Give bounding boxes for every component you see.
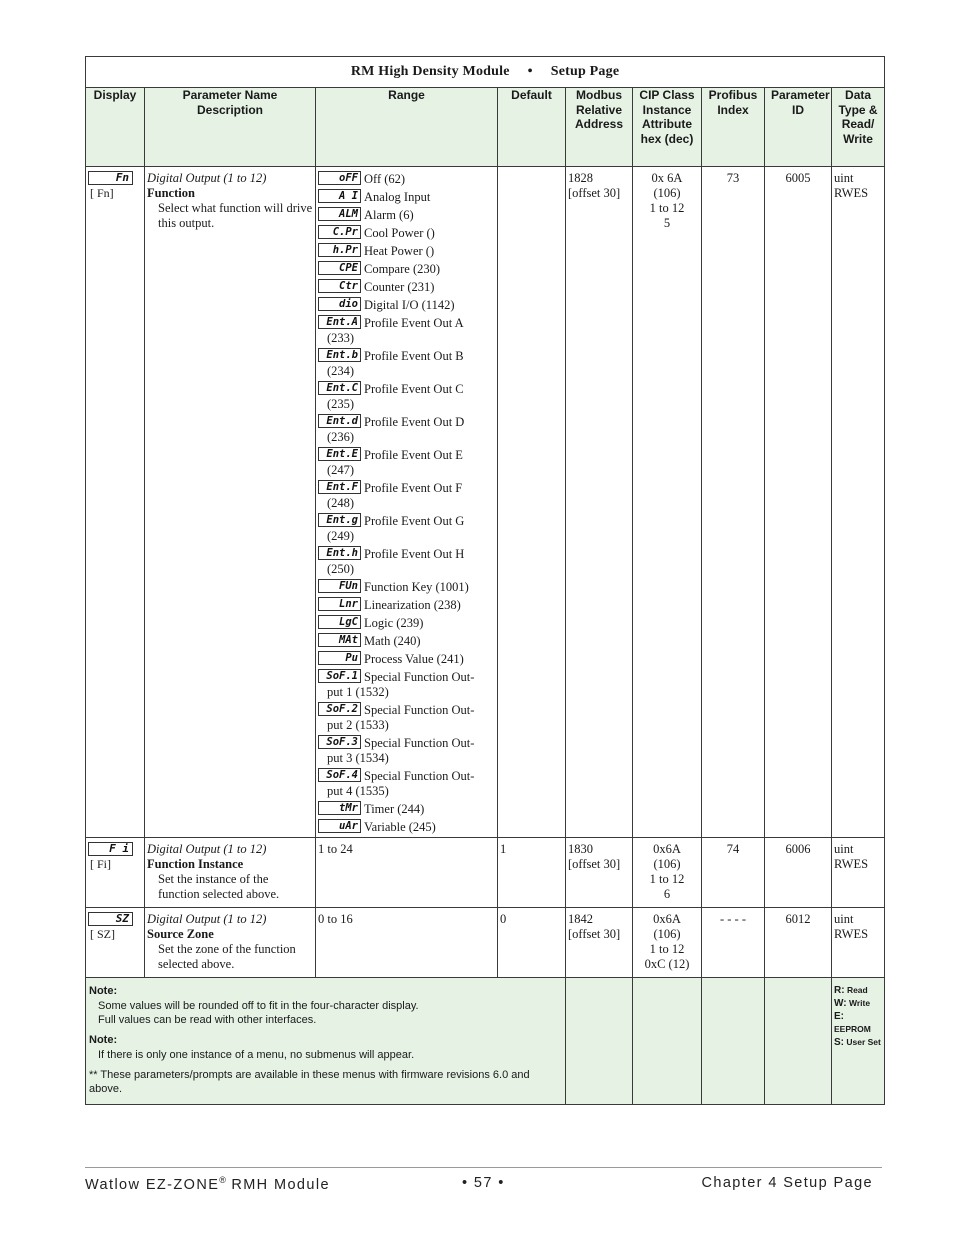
parameter-id-cell: 6012 bbox=[765, 908, 832, 978]
range-label-continued: (236) bbox=[327, 430, 355, 444]
range-lcd: Ent.A bbox=[318, 315, 361, 329]
range-lcd: Ent.g bbox=[318, 513, 361, 527]
header-range: Range bbox=[316, 88, 498, 167]
range-lcd: Ent.b bbox=[318, 348, 361, 362]
note-text: Full values can be read with other interfaces. bbox=[98, 1014, 317, 1026]
parameter-id-cell: 6006 bbox=[765, 838, 832, 908]
range-option bbox=[318, 297, 495, 313]
header-default: Default bbox=[498, 88, 566, 167]
parameter-description: Select what function will drive this output. bbox=[158, 201, 313, 230]
cip-cell bbox=[633, 838, 702, 908]
range-cell bbox=[316, 167, 498, 838]
range-lcd: Ent.F bbox=[318, 480, 361, 494]
range-lcd: Pu bbox=[318, 651, 361, 665]
range-lcd: uAr bbox=[318, 819, 361, 833]
data-type-cell bbox=[832, 167, 885, 838]
range-label: Analog Input bbox=[364, 190, 431, 204]
range-option bbox=[318, 801, 495, 817]
cip-cell bbox=[633, 167, 702, 838]
range-lcd: LgC bbox=[318, 615, 361, 629]
default-cell: 0 bbox=[498, 908, 566, 978]
range-lcd: h.Pr bbox=[318, 243, 361, 257]
cip-instance: 1 to 12 bbox=[649, 942, 685, 956]
header-row bbox=[86, 88, 885, 167]
footer-left: Watlow EZ-ZONE® RMH Module bbox=[85, 1175, 330, 1193]
range-label-continued: put 4 (1535) bbox=[327, 784, 389, 798]
parameter-description: Set the instance of the function selected above. bbox=[158, 872, 280, 901]
parameter-description: Set the zone of the function selected above. bbox=[158, 942, 296, 971]
range-list bbox=[318, 171, 495, 835]
title-bullet: • bbox=[527, 64, 533, 79]
modbus-cell bbox=[566, 167, 633, 838]
range-lcd: C.Pr bbox=[318, 225, 361, 239]
default-cell bbox=[498, 167, 566, 838]
range-label: Special Function Out- bbox=[364, 670, 475, 684]
display-cell bbox=[86, 838, 145, 908]
menu-name: Digital Output (1 to 12) bbox=[147, 171, 267, 185]
data-type: uint bbox=[834, 842, 854, 856]
cip-class: 0x6A bbox=[653, 842, 681, 856]
range-option bbox=[318, 480, 495, 511]
range-option bbox=[318, 225, 495, 241]
range-option bbox=[318, 315, 495, 346]
range-lcd: SoF.4 bbox=[318, 768, 361, 782]
range-option bbox=[318, 819, 495, 835]
data-type-cell bbox=[832, 838, 885, 908]
range-label-continued: (233) bbox=[327, 331, 355, 345]
read-write: RWES bbox=[834, 857, 869, 871]
range-label: Cool Power () bbox=[364, 226, 435, 240]
range-option bbox=[318, 189, 495, 205]
legend-item: W: Write bbox=[834, 998, 871, 1009]
range-lcd: CPE bbox=[318, 261, 361, 275]
range-label: Profile Event Out F bbox=[364, 481, 463, 495]
cip-cell bbox=[633, 908, 702, 978]
read-write: RWES bbox=[834, 186, 869, 200]
range-lcd: FUn bbox=[318, 579, 361, 593]
display-code: [ Fn] bbox=[90, 186, 114, 200]
header-parameter-name: Parameter Name Description bbox=[145, 88, 316, 167]
range-label-continued: put 1 (1532) bbox=[327, 685, 389, 699]
range-option bbox=[318, 669, 495, 700]
range-option bbox=[318, 447, 495, 478]
range-option bbox=[318, 651, 495, 667]
parameter-name: Function bbox=[147, 186, 195, 200]
parameter-id-cell: 6005 bbox=[765, 167, 832, 838]
range-label: Profile Event Out B bbox=[364, 349, 464, 363]
note-text: Some values will be rounded off to fit in the four-character display. bbox=[98, 1000, 419, 1012]
range-option bbox=[318, 243, 495, 259]
cip-instance: 1 to 12 bbox=[649, 872, 685, 886]
display-code: [ Fi] bbox=[90, 857, 111, 871]
module-name: RM High Density Module bbox=[350, 64, 510, 79]
range-label-continued: (249) bbox=[327, 529, 355, 543]
profibus-cell: 74 bbox=[702, 838, 765, 908]
range-label: Profile Event Out H bbox=[364, 547, 465, 561]
header-data-type: Data Type & Read/ Write bbox=[832, 88, 885, 167]
legend-item: R: Read bbox=[834, 985, 868, 996]
parameter-name: Source Zone bbox=[147, 927, 214, 941]
modbus-address: 1828 bbox=[568, 171, 593, 185]
modbus-offset: [offset 30] bbox=[568, 927, 621, 941]
range-label: Math (240) bbox=[364, 634, 421, 648]
parameter-cell bbox=[145, 838, 316, 908]
read-write: RWES bbox=[834, 927, 869, 941]
range-option bbox=[318, 615, 495, 631]
range-label-continued: put 3 (1534) bbox=[327, 751, 389, 765]
display-code: [ SZ] bbox=[90, 927, 115, 941]
range-lcd: A I bbox=[318, 189, 361, 203]
range-lcd: SoF.2 bbox=[318, 702, 361, 716]
cip-class-dec: (106) bbox=[653, 186, 681, 200]
range-option bbox=[318, 381, 495, 412]
range-label: Linearization (238) bbox=[364, 598, 461, 612]
range-label-continued: (250) bbox=[327, 562, 355, 576]
default-cell: 1 bbox=[498, 838, 566, 908]
range-option bbox=[318, 768, 495, 799]
range-lcd: SoF.3 bbox=[318, 735, 361, 749]
table-row bbox=[86, 908, 885, 978]
legend-item: E: EEPROM bbox=[834, 1011, 871, 1034]
notes-row bbox=[86, 978, 885, 1105]
range-option bbox=[318, 513, 495, 544]
range-option bbox=[318, 735, 495, 766]
range-label: Digital I/O (1142) bbox=[364, 298, 455, 312]
note-text: If there is only one instance of a menu, no submenus will appear. bbox=[98, 1049, 415, 1061]
range-label-continued: put 2 (1533) bbox=[327, 718, 389, 732]
range-option bbox=[318, 348, 495, 379]
footer-right: Chapter 4 Setup Page bbox=[701, 1175, 873, 1191]
range-label: Variable (245) bbox=[364, 820, 436, 834]
range-lcd: dio bbox=[318, 297, 361, 311]
range-lcd: Ctr bbox=[318, 279, 361, 293]
footnote: ** These parameters/prompts are available in these menus with firmware revisions 6.0 and above. bbox=[89, 1069, 530, 1095]
page-number: • 57 • bbox=[462, 1175, 505, 1191]
parameter-cell bbox=[145, 167, 316, 838]
range-cell: 1 to 24 bbox=[316, 838, 498, 908]
header-display: Display bbox=[86, 88, 145, 167]
range-lcd: Ent.C bbox=[318, 381, 361, 395]
range-label: Profile Event Out D bbox=[364, 415, 465, 429]
header-parameter-id: Parameter ID bbox=[765, 88, 832, 167]
data-type: uint bbox=[834, 171, 854, 185]
range-option bbox=[318, 279, 495, 295]
cip-class: 0x6A bbox=[653, 912, 681, 926]
parameter-cell bbox=[145, 908, 316, 978]
lcd-display: Fn bbox=[88, 171, 133, 185]
range-label: Function Key (1001) bbox=[364, 580, 469, 594]
range-lcd: Ent.E bbox=[318, 447, 361, 461]
table-title bbox=[86, 57, 885, 88]
range-label: Profile Event Out E bbox=[364, 448, 463, 462]
menu-name: Digital Output (1 to 12) bbox=[147, 912, 267, 926]
page-name: Setup Page bbox=[550, 64, 620, 79]
profibus-cell: - - - - bbox=[702, 908, 765, 978]
range-option bbox=[318, 597, 495, 613]
menu-name: Digital Output (1 to 12) bbox=[147, 842, 267, 856]
range-label: Special Function Out- bbox=[364, 769, 475, 783]
range-label-continued: (248) bbox=[327, 496, 355, 510]
range-option bbox=[318, 702, 495, 733]
cip-class-dec: (106) bbox=[653, 927, 681, 941]
range-label: Profile Event Out C bbox=[364, 382, 464, 396]
cip-instance: 1 to 12 bbox=[649, 201, 685, 215]
parameter-table bbox=[85, 56, 885, 1105]
range-label: Alarm (6) bbox=[364, 208, 414, 222]
table-row bbox=[86, 167, 885, 838]
parameter-name: Function Instance bbox=[147, 857, 244, 871]
range-label: Off (62) bbox=[364, 172, 406, 186]
notes-cell bbox=[86, 978, 566, 1105]
range-label: Profile Event Out G bbox=[364, 514, 465, 528]
header-modbus: Modbus Relative Address bbox=[566, 88, 633, 167]
range-lcd: Lnr bbox=[318, 597, 361, 611]
range-label: Counter (231) bbox=[364, 280, 435, 294]
note-heading: Note: bbox=[89, 1034, 118, 1046]
range-lcd: MAt bbox=[318, 633, 361, 647]
modbus-offset: [offset 30] bbox=[568, 186, 621, 200]
range-label: Heat Power () bbox=[364, 244, 435, 258]
data-type: uint bbox=[834, 912, 854, 926]
modbus-offset: [offset 30] bbox=[568, 857, 621, 871]
range-label: Special Function Out- bbox=[364, 703, 475, 717]
note-heading: Note: bbox=[89, 985, 118, 997]
range-option bbox=[318, 633, 495, 649]
cip-attribute: 5 bbox=[663, 216, 671, 230]
display-cell bbox=[86, 167, 145, 838]
range-label: Process Value (241) bbox=[364, 652, 464, 666]
cip-attribute: 0xC (12) bbox=[644, 957, 690, 971]
header-cip: CIP Class Instance Attribute hex (dec) bbox=[633, 88, 702, 167]
legend-cell bbox=[832, 978, 885, 1105]
legend-item: S: User Set bbox=[834, 1037, 881, 1048]
range-label-continued: (234) bbox=[327, 364, 355, 378]
profibus-cell: 73 bbox=[702, 167, 765, 838]
range-label: Special Function Out- bbox=[364, 736, 475, 750]
range-option bbox=[318, 207, 495, 223]
range-label-continued: (235) bbox=[327, 397, 355, 411]
header-profibus: Profibus Index bbox=[702, 88, 765, 167]
range-label-continued: (247) bbox=[327, 463, 355, 477]
data-type-cell bbox=[832, 908, 885, 978]
range-cell: 0 to 16 bbox=[316, 908, 498, 978]
range-option bbox=[318, 546, 495, 577]
range-label: Compare (230) bbox=[364, 262, 441, 276]
modbus-address: 1830 bbox=[568, 842, 593, 856]
modbus-cell bbox=[566, 838, 633, 908]
table-row bbox=[86, 838, 885, 908]
range-option bbox=[318, 171, 495, 187]
lcd-display: SZ bbox=[88, 912, 133, 926]
range-lcd: tMr bbox=[318, 801, 361, 815]
modbus-cell bbox=[566, 908, 633, 978]
range-lcd: SoF.1 bbox=[318, 669, 361, 683]
range-lcd: Ent.d bbox=[318, 414, 361, 428]
range-option bbox=[318, 261, 495, 277]
footer-divider bbox=[85, 1167, 882, 1168]
range-option bbox=[318, 579, 495, 595]
range-label: Timer (244) bbox=[364, 802, 425, 816]
range-label: Profile Event Out A bbox=[364, 316, 464, 330]
cip-class-dec: (106) bbox=[653, 857, 681, 871]
display-cell bbox=[86, 908, 145, 978]
lcd-display: F i bbox=[88, 842, 133, 856]
range-option bbox=[318, 414, 495, 445]
range-label: Logic (239) bbox=[364, 616, 424, 630]
range-lcd: ALM bbox=[318, 207, 361, 221]
range-lcd: oFF bbox=[318, 171, 361, 185]
modbus-address: 1842 bbox=[568, 912, 593, 926]
range-lcd: Ent.h bbox=[318, 546, 361, 560]
cip-class: 0x 6A bbox=[651, 171, 683, 185]
cip-attribute: 6 bbox=[663, 887, 671, 901]
